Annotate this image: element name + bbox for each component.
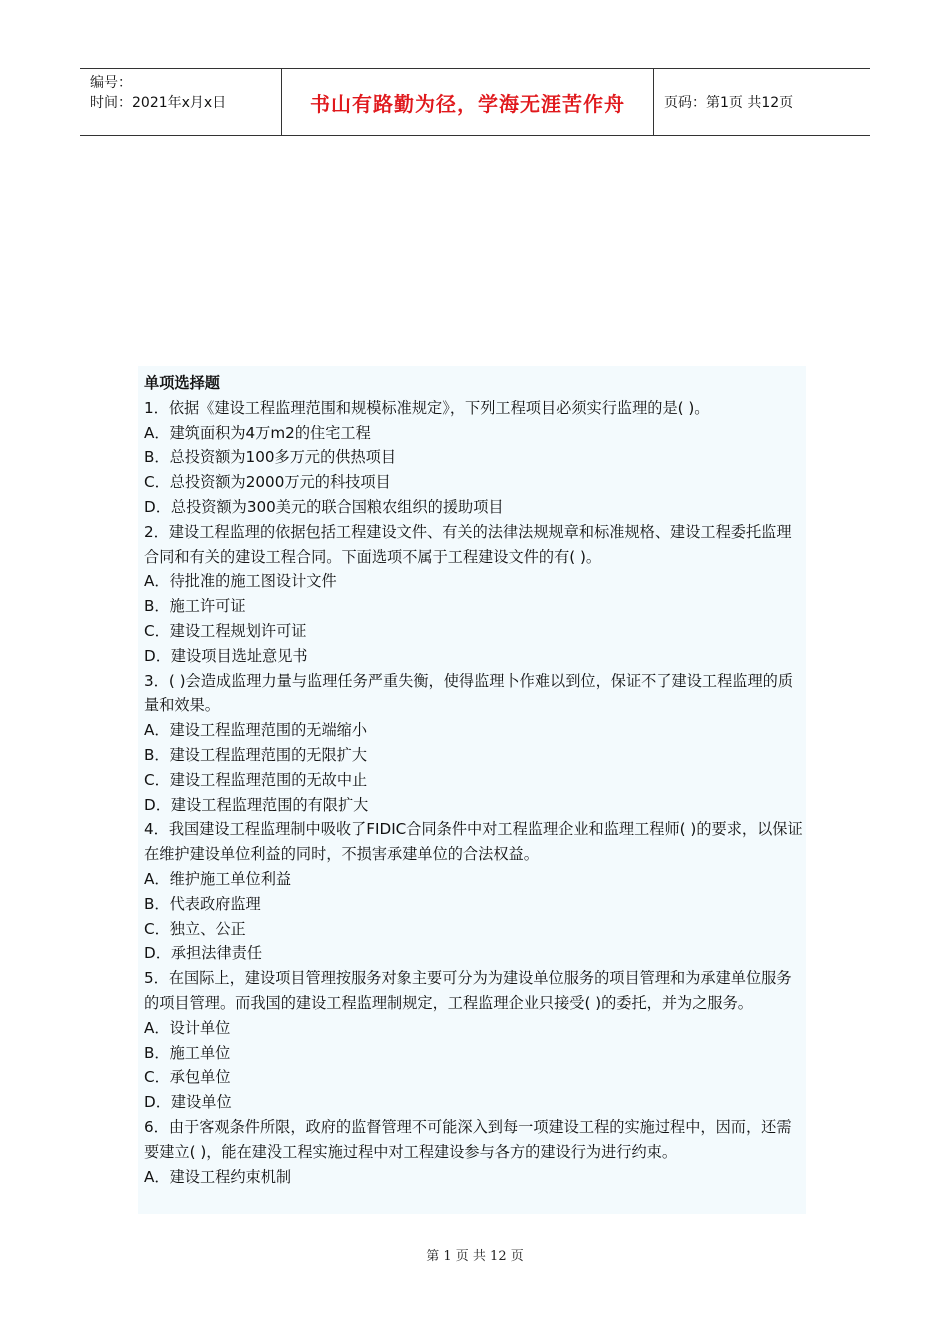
code-label: 编号： [90, 75, 132, 91]
header-page-info: 页码：第1页 共12页 [664, 95, 794, 111]
option-6a: A．建设工程约束机制 [144, 1167, 292, 1186]
option-5a: A．设计单位 [144, 1018, 231, 1037]
page-footer: 第 1 页 共 12 页 [426, 1249, 524, 1264]
option-2a: A．待批准的施工图设计文件 [144, 572, 337, 591]
document-body [138, 366, 806, 1214]
question-3: 3．( )会造成监理力量与监理任务严重失衡，使得监理卜作难以到位，保证不了建设工程监理的质量和效果。 [144, 671, 794, 715]
option-2b: B．施工许可证 [144, 597, 246, 616]
page-header [80, 68, 870, 136]
option-4d: D．承担法律责任 [144, 944, 263, 963]
option-5b: B．施工单位 [144, 1043, 231, 1062]
option-3d: D．建设工程监理范围的有限扩大 [144, 795, 369, 814]
option-3b: B．建设工程监理范围的无限扩大 [144, 745, 368, 764]
option-2d: D．建设项目选址意见书 [144, 646, 308, 665]
option-4a: A．维护施工单位利益 [144, 869, 292, 888]
option-1d: D．总投资额为300美元的联合国粮农组织的援助项目 [144, 497, 504, 516]
header-motto: 书山有路勤为径，学海无涯苦作舟 [282, 69, 654, 135]
date-label: 时间：2021年x月x日 [90, 95, 227, 111]
question-4: 4．我国建设工程监理制中吸收了FIDIC合同条件中对工程监理企业和监理工程师( )的要求，以保证在维护建设单位利益的同时，不损害承建单位的合法权益。 [144, 820, 803, 864]
header-meta [80, 69, 282, 135]
option-1a: A．建筑面积为4万m2的住宅工程 [144, 423, 371, 442]
question-6: 6．由于客观条件所限，政府的监督管理不可能深入到每一项建设工程的实施过程中，因而，还需要建立( )，能在建没工程实施过程中对工程建设参与各方的建设行为进行约束。 [144, 1117, 792, 1161]
option-3a: A．建设工程监理范围的无端缩小 [144, 721, 368, 740]
question-1: 1．依据《建设工程监理范围和规模标准规定》，下列工程项目必须实行监理的是( )。 [144, 398, 710, 417]
section-title: 单项选择题 [144, 374, 220, 392]
option-1b: B．总投资额为100多万元的供热项目 [144, 448, 397, 467]
option-4c: C．独立、公正 [144, 919, 246, 938]
option-4b: B．代表政府监理 [144, 894, 261, 913]
option-3c: C．建设工程监理范围的无故中止 [144, 770, 368, 789]
option-1c: C．总投资额为2000万元的科技项目 [144, 473, 391, 492]
option-5d: D．建设单位 [144, 1093, 232, 1112]
question-5: 5．在国际上，建设项目管理按服务对象主要可分为为建设单位服务的项目管理和为承建单位服务的项目管理。而我国的建设工程监理制规定，工程监理企业只接受( )的委托，并为之服务。 [144, 969, 792, 1012]
option-5c: C．承包单位 [144, 1068, 231, 1087]
question-2: 2．建设工程监理的依据包括工程建设文件、有关的法律法规规章和标准规格、建设工程委托监理合同和有关的建设工程合同。下面选项不属于工程建设文件的有( )。 [144, 522, 792, 566]
option-2c: C．建设工程规划许可证 [144, 621, 307, 640]
